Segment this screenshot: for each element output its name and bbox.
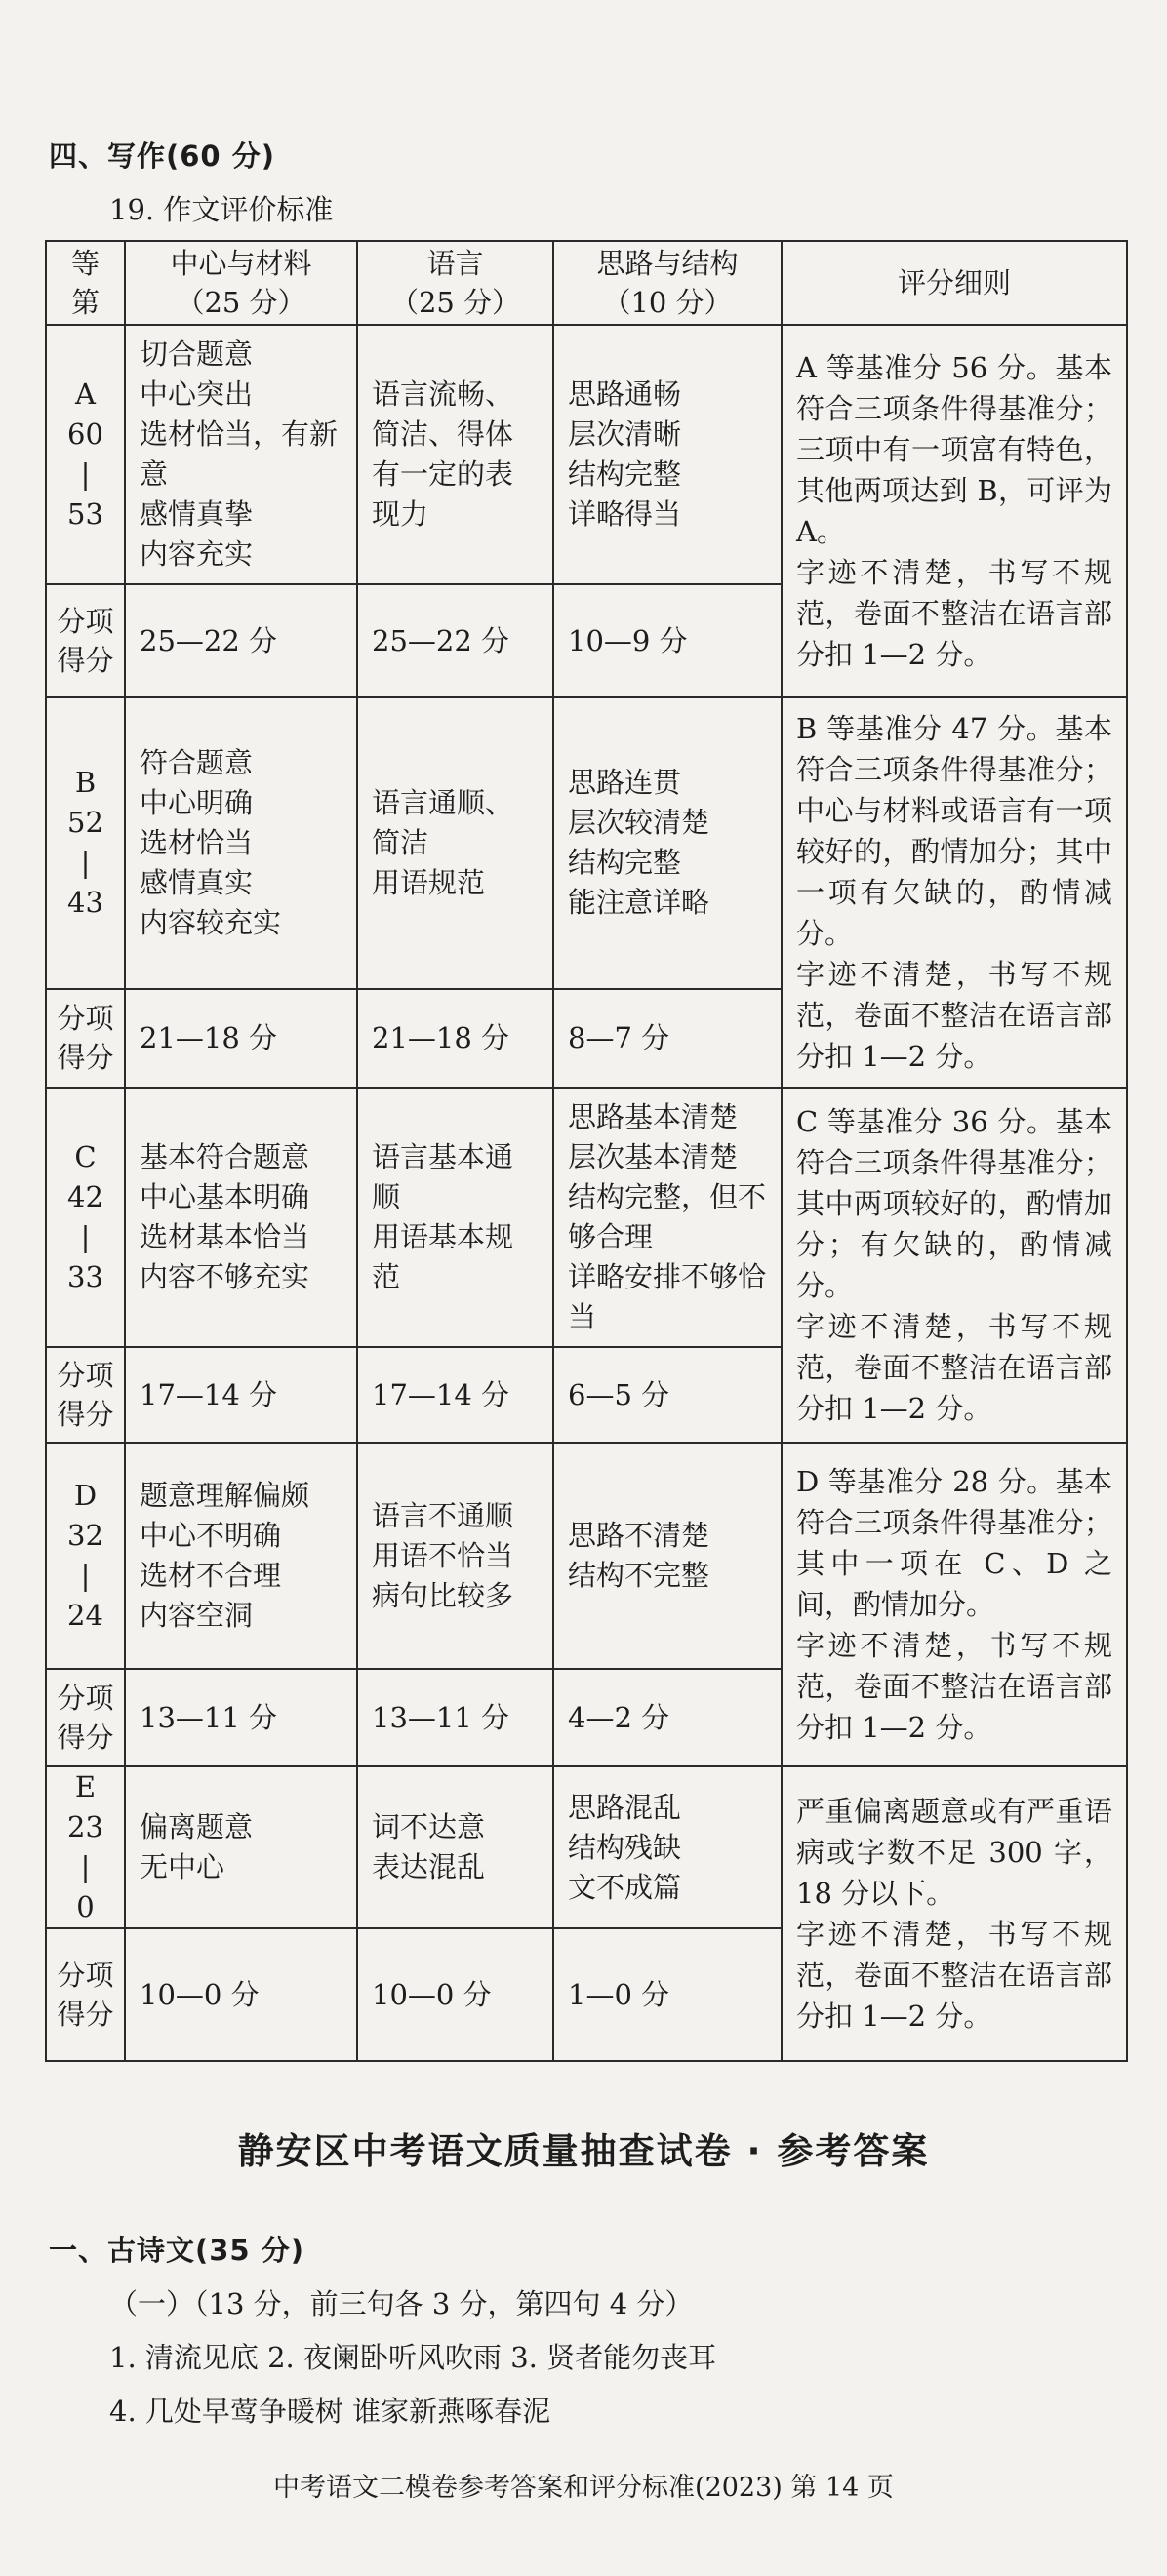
grade-label: A 60 | 53 (46, 325, 125, 584)
language-score: 17—14 分 (357, 1347, 553, 1443)
scoring-rule: 严重偏离题意或有严重语病或字数不足 300 字，18 分以下。 字迹不清楚，书写不规范，卷面不整洁在语言部分扣 1—2 分。 (782, 1766, 1127, 2061)
page-footer: 中考语文二模卷参考答案和评分标准(2023) 第 14 页 (273, 2473, 894, 2503)
structure-score: 6—5 分 (553, 1347, 782, 1443)
table-row-grade-e (46, 1766, 1127, 1928)
table-row-grade-b (46, 697, 1127, 989)
answer-line-2: 4. 几处早莺争暖树 谁家新燕啄春泥 (109, 2395, 551, 2428)
score-label: 分项 得分 (46, 584, 125, 697)
structure-score: 1—0 分 (553, 1928, 782, 2061)
scoring-rule: B 等基准分 47 分。基本符合三项条件得基准分；中心与材料或语言有一项较好的，酌情加分；其中一项有欠缺的，酌情减分。 字迹不清楚，书写不规范，卷面不整洁在语言部分扣 1—2 分。 (782, 697, 1127, 1088)
score-label: 分项 得分 (46, 989, 125, 1088)
score-label: 分项 得分 (46, 1669, 125, 1766)
language-criteria: 语言不通顺 用语不恰当 病句比较多 (357, 1443, 553, 1669)
header-language: 语言 （25 分） (357, 241, 553, 325)
language-score: 13—11 分 (357, 1669, 553, 1766)
structure-criteria: 思路不清楚 结构不完整 (553, 1443, 782, 1669)
header-content: 中心与材料 （25 分） (125, 241, 357, 325)
language-criteria: 词不达意 表达混乱 (357, 1766, 553, 1928)
grade-label: B 52 | 43 (46, 697, 125, 989)
grade-label: C 42 | 33 (46, 1088, 125, 1347)
structure-score: 10—9 分 (553, 584, 782, 697)
language-criteria: 语言基本通顺 用语基本规范 (357, 1088, 553, 1347)
structure-score: 4—2 分 (553, 1669, 782, 1766)
language-score: 21—18 分 (357, 989, 553, 1088)
content-score: 10—0 分 (125, 1928, 357, 2061)
content-criteria: 题意理解偏颇 中心不明确 选材不合理 内容空洞 (125, 1443, 357, 1669)
grade-label: D 32 | 24 (46, 1443, 125, 1669)
language-score: 25—22 分 (357, 584, 553, 697)
content-score: 17—14 分 (125, 1347, 357, 1443)
language-criteria: 语言通顺、简洁 用语规范 (357, 697, 553, 989)
content-score: 13—11 分 (125, 1669, 357, 1766)
subheading-essay-criteria: 19. 作文评价标准 (109, 193, 334, 226)
content-criteria: 偏离题意 无中心 (125, 1766, 357, 1928)
table-row-grade-a (46, 325, 1127, 584)
score-label: 分项 得分 (46, 1347, 125, 1443)
scoring-rule: D 等基准分 28 分。基本符合三项条件得基准分；其中一项在 C、D 之间，酌情加分。 字迹不清楚，书写不规范，卷面不整洁在语言部分扣 1—2 分。 (782, 1443, 1127, 1766)
handwriting-rule: 字迹不清楚，书写不规范，卷面不整洁在语言部分扣 1—2 分。 (796, 958, 1112, 1073)
content-score: 21—18 分 (125, 989, 357, 1088)
section-heading-classical-poetry: 一、古诗文(35 分) (49, 2234, 304, 2267)
structure-criteria: 思路通畅 层次清晰 结构完整 详略得当 (553, 325, 782, 584)
content-criteria: 基本符合题意 中心基本明确 选材基本恰当 内容不够充实 (125, 1088, 357, 1347)
header-rules: 评分细则 (782, 241, 1127, 325)
structure-criteria: 思路混乱 结构残缺 文不成篇 (553, 1766, 782, 1928)
language-score: 10—0 分 (357, 1928, 553, 2061)
content-score: 25—22 分 (125, 584, 357, 697)
table-header-row (46, 241, 1127, 325)
content-criteria: 符合题意 中心明确 选材恰当 感情真实 内容较充实 (125, 697, 357, 989)
table-row-grade-c (46, 1088, 1127, 1347)
score-label: 分项 得分 (46, 1928, 125, 2061)
structure-criteria: 思路基本清楚 层次基本清楚 结构完整，但不够合理 详略安排不够恰当 (553, 1088, 782, 1347)
answer-key-title: 静安区中考语文质量抽查试卷 · 参考答案 (237, 2130, 930, 2172)
scoring-rule: A 等基准分 56 分。基本符合三项条件得基准分；三项中有一项富有特色，其他两项达到 B，可评为 A。 字迹不清楚，书写不规范，卷面不整洁在语言部分扣 1—2 分。 (782, 325, 1127, 697)
header-structure: 思路与结构 （10 分） (553, 241, 782, 325)
content-criteria: 切合题意 中心突出 选材恰当，有新意 感情真挚 内容充实 (125, 325, 357, 584)
grade-label: E 23 | 0 (46, 1766, 125, 1928)
scoring-rule: C 等基准分 36 分。基本符合三项条件得基准分；其中两项较好的，酌情加分；有欠缺的，酌情减分。 字迹不清楚，书写不规范，卷面不整洁在语言部分扣 1—2 分。 (782, 1088, 1127, 1443)
answer-part-1: （一）（13 分，前三句各 3 分，第四句 4 分） (109, 2287, 694, 2320)
answer-line-1: 1. 清流见底 2. 夜阑卧听风吹雨 3. 贤者能勿丧耳 (109, 2341, 717, 2374)
language-criteria: 语言流畅、简洁、得体有一定的表现力 (357, 325, 553, 584)
handwriting-rule: 字迹不清楚，书写不规范，卷面不整洁在语言部分扣 1—2 分。 (796, 1629, 1112, 1744)
structure-score: 8—7 分 (553, 989, 782, 1088)
handwriting-rule: 字迹不清楚，书写不规范，卷面不整洁在语言部分扣 1—2 分。 (796, 556, 1112, 671)
handwriting-rule: 字迹不清楚，书写不规范，卷面不整洁在语言部分扣 1—2 分。 (796, 1310, 1112, 1425)
table-row-grade-d (46, 1443, 1127, 1669)
handwriting-rule: 字迹不清楚，书写不规范，卷面不整洁在语言部分扣 1—2 分。 (796, 1918, 1112, 2033)
essay-scoring-table (45, 240, 1128, 2062)
structure-criteria: 思路连贯 层次较清楚 结构完整 能注意详略 (553, 697, 782, 989)
header-grade: 等第 (46, 241, 125, 325)
section-heading-writing: 四、写作(60 分) (49, 139, 275, 173)
